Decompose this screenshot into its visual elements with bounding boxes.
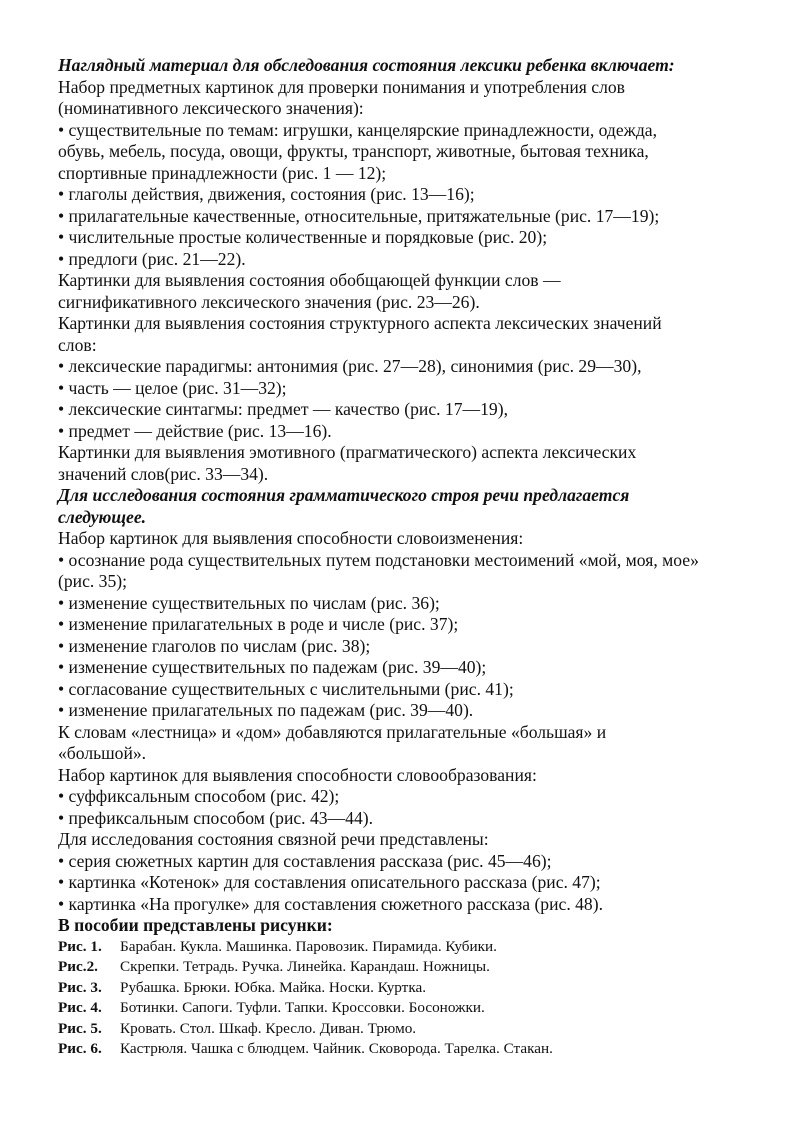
- figure-item: [58, 957, 760, 978]
- figure-list: [58, 937, 760, 1060]
- text-line: • изменение существительных по падежам (рис. 39—40);: [58, 657, 487, 677]
- figure-label: Рис.2.: [58, 958, 98, 975]
- figure-description: Кровать. Стол. Шкаф. Кресло. Диван. Трюмо.: [120, 1019, 417, 1037]
- text-line: • глаголы действия, движения, состояния (рис. 13—16);: [58, 184, 475, 204]
- text-line: Для исследования состояния связной речи представлены:: [58, 829, 489, 849]
- text-line: (номинативного лексического значения):: [58, 98, 364, 118]
- text-line: • предмет — действие (рис. 13—16).: [58, 420, 332, 441]
- figure-description: Барабан. Кукла. Машинка. Паровозик. Пирамида. Кубики.: [120, 937, 497, 955]
- text-line: • числительные простые количественные и порядковые (рис. 20);: [58, 227, 548, 247]
- heading-line: Для исследования состояния грамматического строя речи предлагается: [58, 485, 630, 505]
- text-line: Картинки для выявления состояния структурного аспекта лексических значений: [58, 313, 662, 333]
- text-line: • изменение прилагательных в роде и числе (рис. 37);: [58, 614, 459, 634]
- figure-description: Ботинки. Сапоги. Туфли. Тапки. Кроссовки. Босоножки.: [120, 999, 485, 1016]
- text-line: К словам «лестница» и «дом» добавляются прилагательные «большая» и: [58, 721, 607, 742]
- figure-item: [58, 1039, 760, 1060]
- heading-line: следующее.: [58, 506, 147, 527]
- text-line: Картинки для выявления эмотивного (прагматического) аспекта лексических: [58, 442, 637, 462]
- figure-label: Рис. 3.: [58, 978, 102, 996]
- text-line: Картинки для выявления состояния обобщающей функции слов —: [58, 270, 561, 290]
- text-line: значений слов(рис. 33—34).: [58, 463, 269, 484]
- text-line: (рис. 35);: [58, 571, 128, 591]
- document-body: [58, 55, 760, 937]
- heading-line: В пособии представлены рисунки:: [58, 915, 333, 935]
- text-line: • суффиксальным способом (рис. 42);: [58, 786, 340, 806]
- text-line: Набор предметных картинок для проверки понимания и употребления слов: [58, 76, 625, 97]
- text-line: • серия сюжетных картин для составления рассказа (рис. 45—46);: [58, 850, 552, 871]
- figure-label: Рис. 1.: [58, 937, 102, 955]
- text-line: • картинка «Котенок» для составления описательного рассказа (рис. 47);: [58, 872, 601, 892]
- text-line: «большой».: [58, 743, 147, 763]
- text-line: Набор картинок для выявления способности словообразования:: [58, 764, 537, 785]
- figure-description: Кастрюля. Чашка с блюдцем. Чайник. Сковорода. Тарелка. Стакан.: [120, 1040, 553, 1057]
- text-line: • изменение существительных по числам (рис. 36);: [58, 592, 440, 613]
- figure-label: Рис. 6.: [58, 1040, 102, 1057]
- text-line: спортивные принадлежности (рис. 1 — 12);: [58, 162, 387, 183]
- text-line: • осознание рода существительных путем подстановки местоимений «мой, моя, мое»: [58, 549, 699, 570]
- text-line: • изменение глаголов по числам (рис. 38);: [58, 635, 371, 656]
- text-line: слов:: [58, 334, 97, 355]
- text-line: • предлоги (рис. 21—22).: [58, 248, 246, 269]
- text-line: Набор картинок для выявления способности словоизменения:: [58, 528, 524, 548]
- text-line: обувь, мебель, посуда, овощи, фрукты, транспорт, животные, бытовая техника,: [58, 141, 649, 161]
- text-line: сигнификативного лексического значения (рис. 23—26).: [58, 291, 480, 312]
- heading-line: Наглядный материал для обследования состояния лексики ребенка включает:: [58, 55, 675, 75]
- text-line: • лексические парадигмы: антонимия (рис. 27—28), синонимия (рис. 29—30),: [58, 356, 642, 376]
- figure-item: [58, 1019, 760, 1040]
- figure-description: Скрепки. Тетрадь. Ручка. Линейка. Карандаш. Ножницы.: [120, 958, 490, 975]
- figure-label: Рис. 5.: [58, 1019, 102, 1037]
- figure-item: [58, 998, 760, 1019]
- text-line: • префиксальным способом (рис. 43—44).: [58, 807, 374, 828]
- text-line: • согласование существительных с числительными (рис. 41);: [58, 678, 514, 699]
- text-line: • лексические синтагмы: предмет — качество (рис. 17—19),: [58, 399, 508, 419]
- text-line: • существительные по темам: игрушки, канцелярские принадлежности, одежда,: [58, 119, 657, 140]
- text-line: • прилагательные качественные, относительные, притяжательные (рис. 17—19);: [58, 205, 660, 226]
- figure-description: Рубашка. Брюки. Юбка. Майка. Носки. Куртка.: [120, 978, 427, 996]
- figure-item: [58, 937, 760, 958]
- text-line: • изменение прилагательных по падежам (рис. 39—40).: [58, 700, 474, 720]
- figure-label: Рис. 4.: [58, 999, 102, 1016]
- figure-item: [58, 978, 760, 999]
- text-line: • картинка «На прогулке» для составления сюжетного рассказа (рис. 48).: [58, 893, 603, 914]
- text-line: • часть — целое (рис. 31—32);: [58, 377, 287, 398]
